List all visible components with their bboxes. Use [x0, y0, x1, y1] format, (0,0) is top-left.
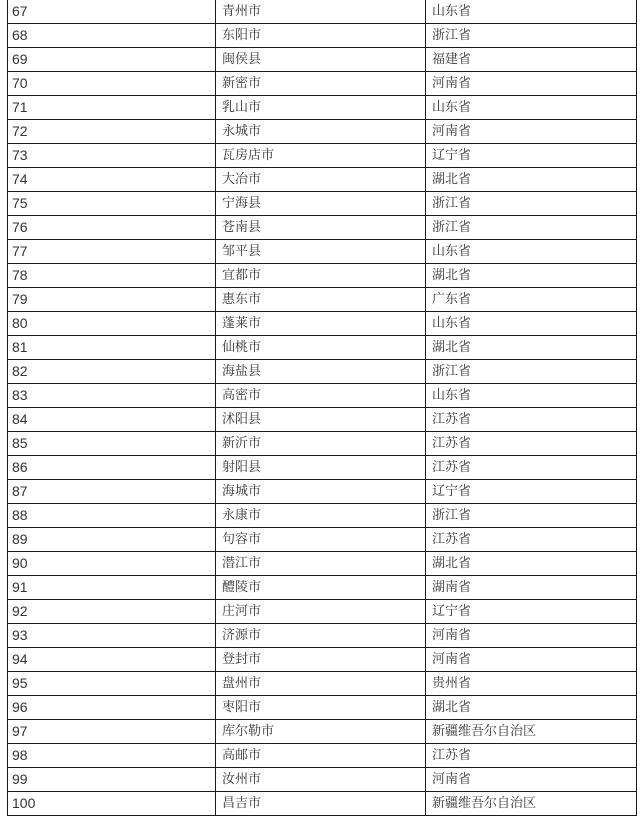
city-cell: 新沂市 [216, 432, 426, 456]
table-row [8, 384, 637, 408]
province-cell: 山东省 [426, 240, 637, 264]
rank-cell: 75 [8, 192, 216, 216]
table-row [8, 312, 637, 336]
ranking-table-container [7, 0, 634, 816]
province-cell: 江苏省 [426, 528, 637, 552]
province-cell: 浙江省 [426, 216, 637, 240]
rank-cell: 90 [8, 552, 216, 576]
rank-cell: 80 [8, 312, 216, 336]
table-row [8, 696, 637, 720]
rank-cell: 77 [8, 240, 216, 264]
city-cell: 乳山市 [216, 96, 426, 120]
city-cell: 句容市 [216, 528, 426, 552]
province-cell: 河南省 [426, 120, 637, 144]
table-row [8, 120, 637, 144]
province-cell: 湖北省 [426, 168, 637, 192]
rank-cell: 82 [8, 360, 216, 384]
table-row [8, 480, 637, 504]
table-row [8, 624, 637, 648]
rank-cell: 87 [8, 480, 216, 504]
province-cell: 山东省 [426, 0, 637, 24]
table-row [8, 408, 637, 432]
province-cell: 辽宁省 [426, 600, 637, 624]
province-cell: 江苏省 [426, 744, 637, 768]
city-cell: 济源市 [216, 624, 426, 648]
province-cell: 浙江省 [426, 192, 637, 216]
city-cell: 沭阳县 [216, 408, 426, 432]
city-cell: 永康市 [216, 504, 426, 528]
city-cell: 昌吉市 [216, 792, 426, 816]
rank-cell: 79 [8, 288, 216, 312]
city-cell: 高密市 [216, 384, 426, 408]
city-cell: 仙桃市 [216, 336, 426, 360]
province-cell: 江苏省 [426, 456, 637, 480]
province-cell: 辽宁省 [426, 480, 637, 504]
table-row [8, 648, 637, 672]
rank-cell: 94 [8, 648, 216, 672]
city-cell: 醴陵市 [216, 576, 426, 600]
table-row [8, 288, 637, 312]
city-cell: 蓬莱市 [216, 312, 426, 336]
city-cell: 高邮市 [216, 744, 426, 768]
rank-cell: 69 [8, 48, 216, 72]
rank-cell: 74 [8, 168, 216, 192]
rank-cell: 76 [8, 216, 216, 240]
province-cell: 新疆维吾尔自治区 [426, 792, 637, 816]
table-row [8, 528, 637, 552]
rank-cell: 70 [8, 72, 216, 96]
table-row [8, 168, 637, 192]
province-cell: 河南省 [426, 624, 637, 648]
table-row [8, 144, 637, 168]
table-row [8, 216, 637, 240]
city-cell: 潜江市 [216, 552, 426, 576]
city-cell: 闽侯县 [216, 48, 426, 72]
city-cell: 邹平县 [216, 240, 426, 264]
table-row [8, 576, 637, 600]
province-cell: 江苏省 [426, 432, 637, 456]
city-cell: 射阳县 [216, 456, 426, 480]
province-cell: 新疆维吾尔自治区 [426, 720, 637, 744]
rank-cell: 88 [8, 504, 216, 528]
city-cell: 庄河市 [216, 600, 426, 624]
province-cell: 福建省 [426, 48, 637, 72]
province-cell: 辽宁省 [426, 144, 637, 168]
city-cell: 大冶市 [216, 168, 426, 192]
rank-cell: 93 [8, 624, 216, 648]
city-cell: 瓦房店市 [216, 144, 426, 168]
province-cell: 河南省 [426, 768, 637, 792]
city-cell: 永城市 [216, 120, 426, 144]
table-row [8, 768, 637, 792]
province-cell: 河南省 [426, 72, 637, 96]
city-cell: 库尔勒市 [216, 720, 426, 744]
rank-cell: 83 [8, 384, 216, 408]
table-row [8, 192, 637, 216]
province-cell: 湖北省 [426, 336, 637, 360]
province-cell: 浙江省 [426, 360, 637, 384]
province-cell: 山东省 [426, 384, 637, 408]
province-cell: 江苏省 [426, 408, 637, 432]
rank-cell: 81 [8, 336, 216, 360]
table-row [8, 672, 637, 696]
rank-cell: 89 [8, 528, 216, 552]
table-row [8, 240, 637, 264]
table-row [8, 0, 637, 24]
table-row [8, 720, 637, 744]
table-row [8, 264, 637, 288]
table-row [8, 432, 637, 456]
rank-cell: 78 [8, 264, 216, 288]
rank-cell: 98 [8, 744, 216, 768]
province-cell: 湖南省 [426, 576, 637, 600]
rank-cell: 67 [8, 0, 216, 24]
rank-cell: 91 [8, 576, 216, 600]
rank-cell: 95 [8, 672, 216, 696]
city-cell: 青州市 [216, 0, 426, 24]
city-cell: 新密市 [216, 72, 426, 96]
rank-cell: 97 [8, 720, 216, 744]
table-row [8, 360, 637, 384]
city-cell: 海盐县 [216, 360, 426, 384]
table-row [8, 792, 637, 816]
table-row [8, 552, 637, 576]
city-cell: 东阳市 [216, 24, 426, 48]
table-row [8, 336, 637, 360]
table-row [8, 48, 637, 72]
province-cell: 浙江省 [426, 504, 637, 528]
city-cell: 宜都市 [216, 264, 426, 288]
table-row [8, 456, 637, 480]
province-cell: 湖北省 [426, 552, 637, 576]
province-cell: 广东省 [426, 288, 637, 312]
table-row [8, 744, 637, 768]
city-cell: 苍南县 [216, 216, 426, 240]
rank-cell: 86 [8, 456, 216, 480]
province-cell: 浙江省 [426, 24, 637, 48]
table-row [8, 504, 637, 528]
city-cell: 海城市 [216, 480, 426, 504]
rank-cell: 85 [8, 432, 216, 456]
province-cell: 湖北省 [426, 696, 637, 720]
city-cell: 汝州市 [216, 768, 426, 792]
rank-cell: 72 [8, 120, 216, 144]
province-cell: 湖北省 [426, 264, 637, 288]
city-cell: 宁海县 [216, 192, 426, 216]
rank-cell: 73 [8, 144, 216, 168]
city-cell: 枣阳市 [216, 696, 426, 720]
county-ranking-table [7, 0, 637, 816]
rank-cell: 92 [8, 600, 216, 624]
province-cell: 河南省 [426, 648, 637, 672]
table-row [8, 72, 637, 96]
table-row [8, 600, 637, 624]
city-cell: 盘州市 [216, 672, 426, 696]
table-row [8, 96, 637, 120]
province-cell: 山东省 [426, 96, 637, 120]
city-cell: 登封市 [216, 648, 426, 672]
city-cell: 惠东市 [216, 288, 426, 312]
table-row [8, 24, 637, 48]
rank-cell: 68 [8, 24, 216, 48]
province-cell: 山东省 [426, 312, 637, 336]
province-cell: 贵州省 [426, 672, 637, 696]
table-body [8, 0, 637, 816]
rank-cell: 71 [8, 96, 216, 120]
rank-cell: 100 [8, 792, 216, 816]
rank-cell: 84 [8, 408, 216, 432]
rank-cell: 96 [8, 696, 216, 720]
rank-cell: 99 [8, 768, 216, 792]
